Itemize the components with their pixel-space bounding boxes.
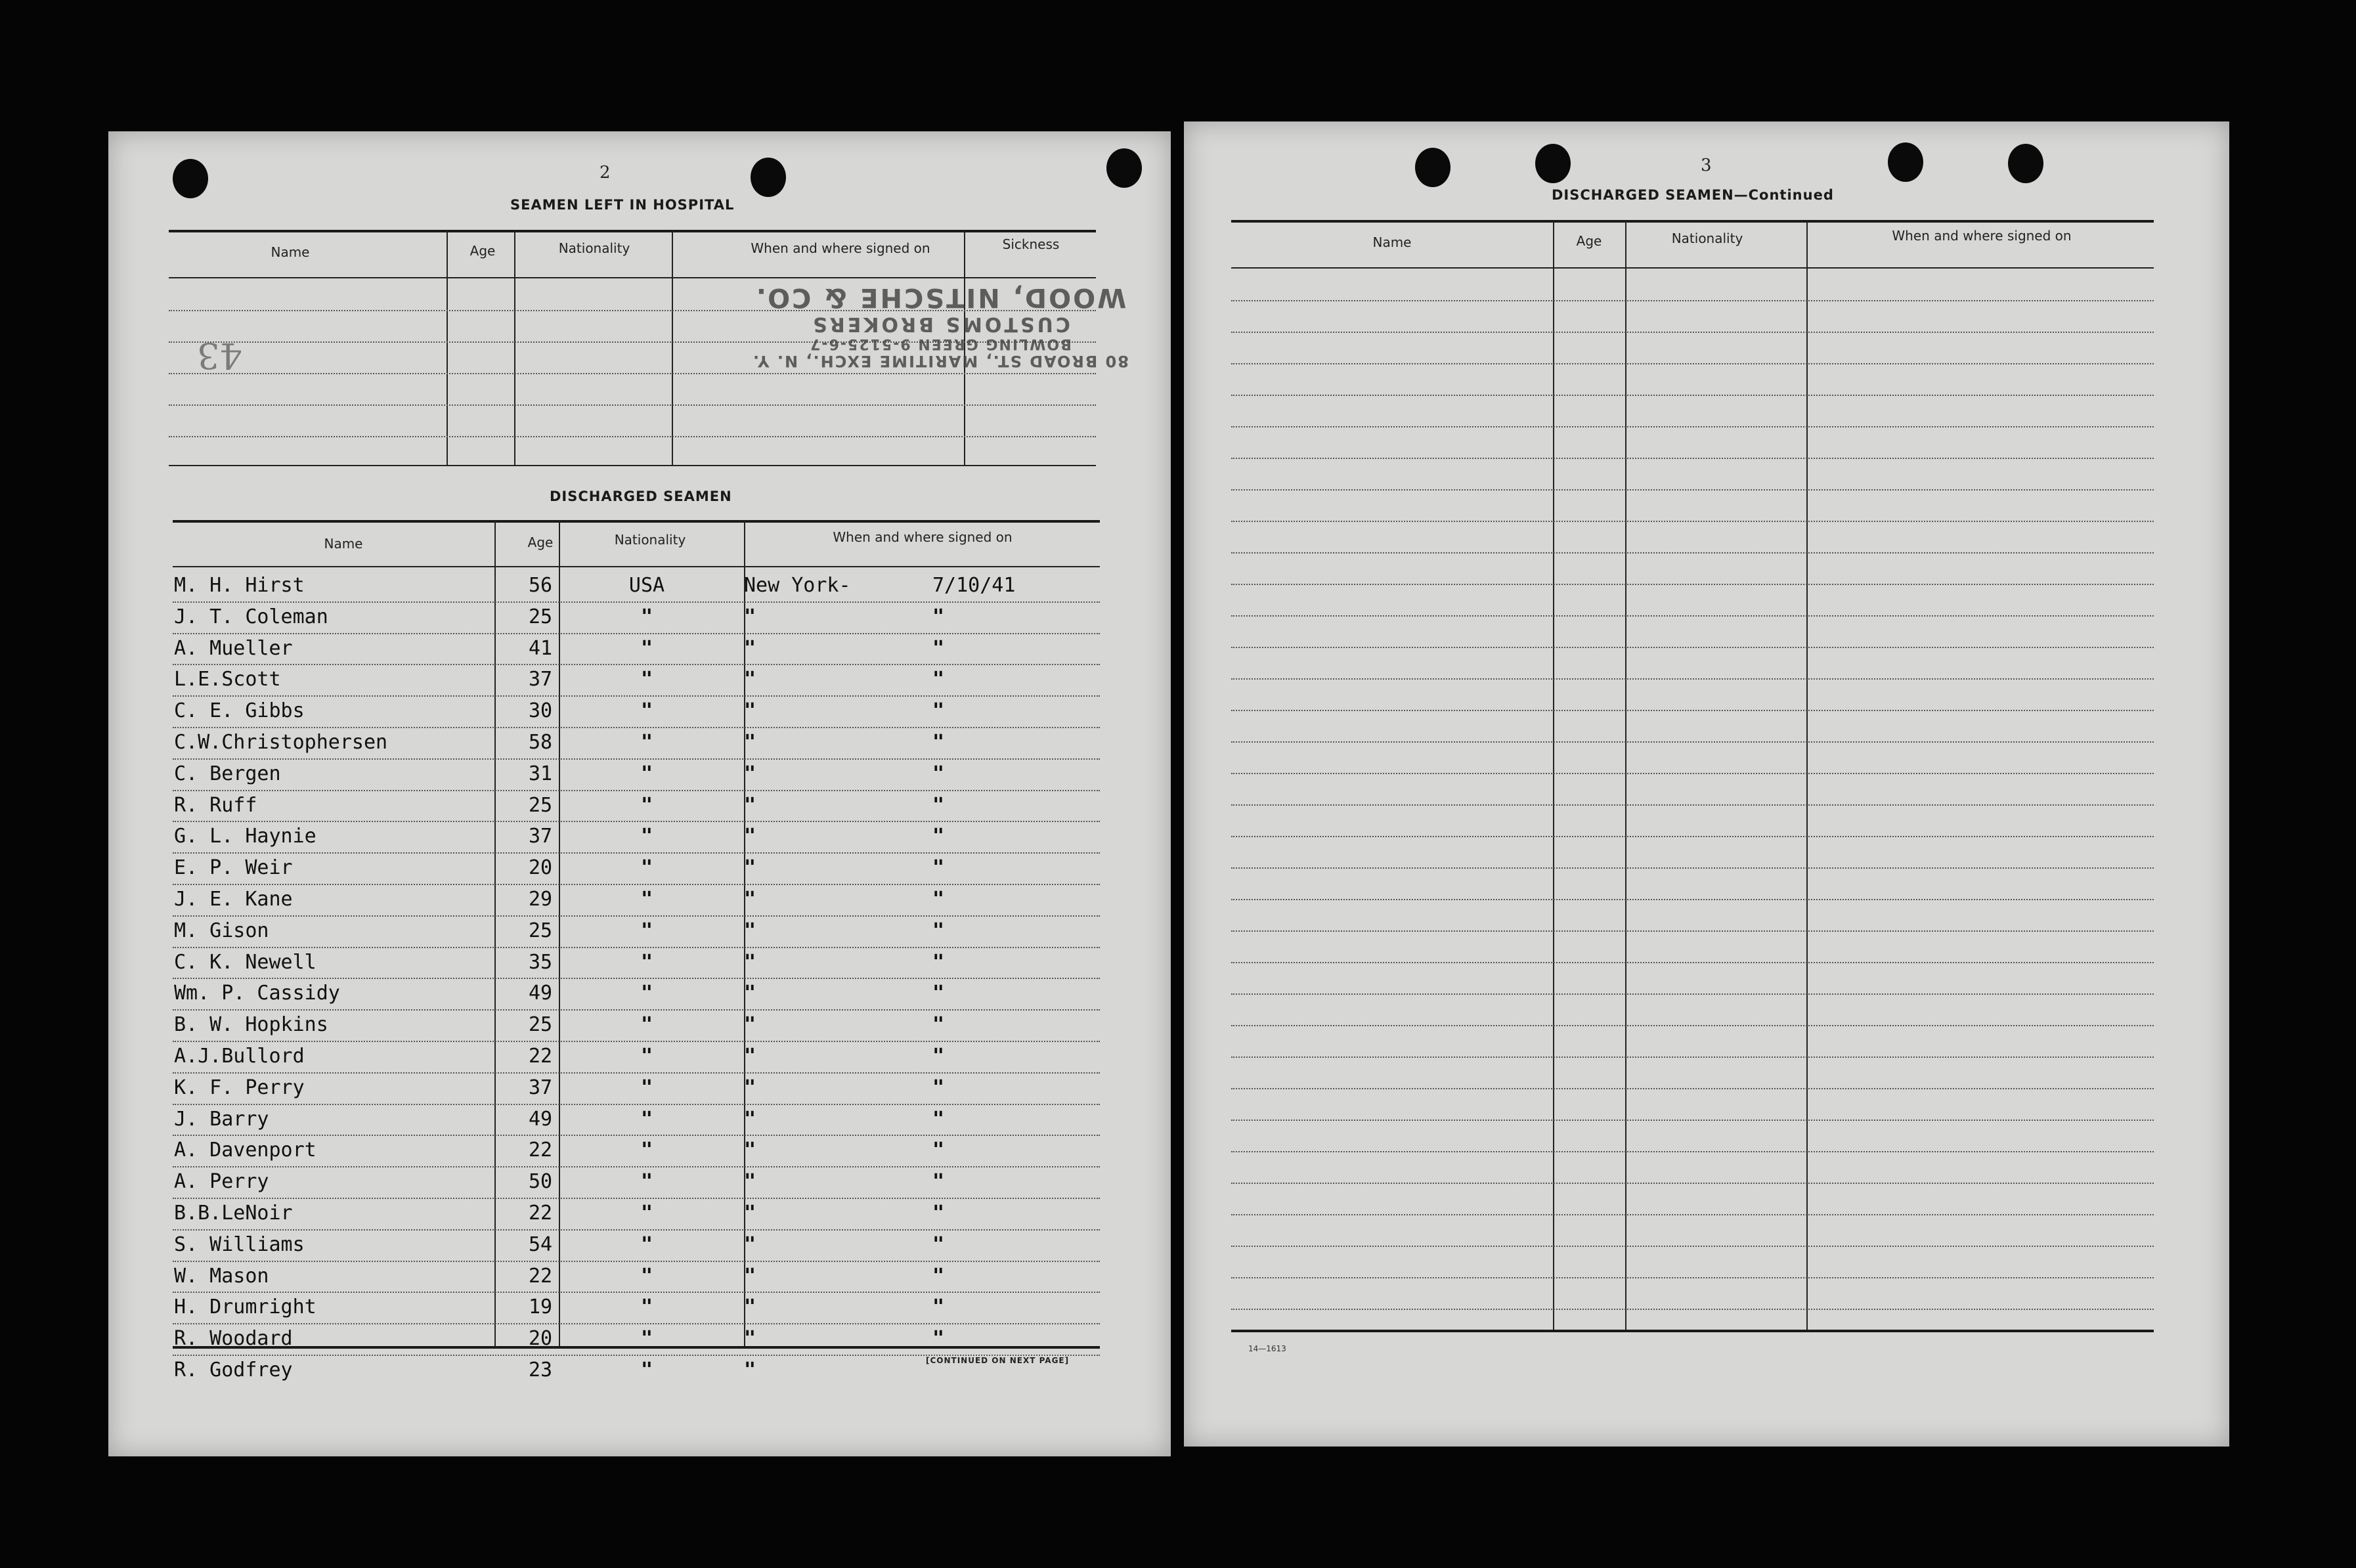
page-number: 3 bbox=[1701, 156, 1712, 175]
row-line bbox=[173, 1104, 1100, 1105]
cell-where: New York- bbox=[744, 574, 851, 597]
ruled-line bbox=[1231, 489, 2154, 490]
cell-name: C. K. Newell bbox=[174, 950, 316, 974]
row-line bbox=[173, 1261, 1100, 1262]
table-row bbox=[108, 636, 1171, 667]
cell-when: " bbox=[932, 605, 945, 628]
row-line bbox=[173, 1198, 1100, 1199]
cell-age: 37 bbox=[528, 825, 553, 848]
cell-name: H. Drumright bbox=[174, 1296, 316, 1319]
table-row bbox=[108, 1263, 1171, 1295]
cell-where: " bbox=[744, 1139, 756, 1162]
punch-hole-7 bbox=[2008, 144, 2043, 183]
punch-hole-2 bbox=[751, 158, 786, 197]
ruled-line bbox=[1231, 867, 2154, 869]
cell-age: 22 bbox=[528, 1264, 553, 1288]
cell-where: " bbox=[744, 1202, 756, 1225]
continued-note: [CONTINUED ON NEXT PAGE] bbox=[926, 1356, 1070, 1365]
cell-name: Wm. P. Cassidy bbox=[174, 982, 340, 1005]
cell-name: A. Perry bbox=[174, 1170, 269, 1194]
table-row bbox=[108, 761, 1171, 793]
table-row bbox=[108, 1137, 1171, 1169]
row-line bbox=[173, 727, 1100, 728]
cell-nationality: " bbox=[640, 982, 653, 1005]
hospital-row-line bbox=[169, 373, 1096, 374]
cell-when: " bbox=[932, 1232, 945, 1256]
cell-when: " bbox=[932, 856, 945, 880]
right-header-rule bbox=[1231, 267, 2154, 269]
cell-when: " bbox=[932, 762, 945, 785]
row-line bbox=[173, 852, 1100, 854]
cell-when: " bbox=[932, 1076, 945, 1099]
cell-where: " bbox=[744, 1076, 756, 1099]
cell-when: " bbox=[932, 636, 945, 660]
cell-when: " bbox=[932, 793, 945, 817]
cell-where: " bbox=[744, 888, 756, 911]
hospital-section-title: SEAMEN LEFT IN HOSPITAL bbox=[510, 197, 735, 213]
table-row bbox=[108, 1043, 1171, 1075]
ruled-line bbox=[1231, 741, 2154, 743]
cell-age: 56 bbox=[528, 574, 553, 597]
cell-when: " bbox=[932, 1107, 945, 1131]
cell-nationality: " bbox=[640, 1170, 653, 1194]
cell-when: " bbox=[932, 919, 945, 942]
cell-age: 50 bbox=[528, 1170, 553, 1194]
hospital-header-sickness: Sickness bbox=[1002, 236, 1060, 252]
ruled-line bbox=[1231, 363, 2154, 364]
punch-hole-3 bbox=[1106, 148, 1142, 188]
cell-nationality: " bbox=[640, 762, 653, 785]
row-line bbox=[173, 978, 1100, 979]
ruled-line bbox=[1231, 647, 2154, 648]
row-line bbox=[173, 633, 1100, 634]
cell-when: " bbox=[932, 699, 945, 723]
table-row bbox=[108, 1200, 1171, 1232]
ruled-line bbox=[1231, 993, 2154, 995]
cell-where: " bbox=[744, 1296, 756, 1319]
table-row bbox=[108, 1012, 1171, 1043]
ruled-line bbox=[1231, 332, 2154, 333]
cell-nationality: " bbox=[640, 919, 653, 942]
cell-where: " bbox=[744, 1327, 756, 1351]
cell-name: A. Mueller bbox=[174, 636, 293, 660]
row-line bbox=[173, 1166, 1100, 1167]
cell-when: " bbox=[932, 1170, 945, 1194]
form-number: 14—1613 bbox=[1248, 1344, 1286, 1353]
cell-name: A. Davenport bbox=[174, 1139, 316, 1162]
cell-nationality: " bbox=[640, 888, 653, 911]
handwritten-mark: 43 bbox=[197, 335, 242, 376]
cell-age: 23 bbox=[528, 1359, 553, 1382]
discharged-section-title: DISCHARGED SEAMEN bbox=[550, 489, 732, 504]
table-row bbox=[108, 1232, 1171, 1263]
right-col-divider-1 bbox=[1553, 221, 1554, 1331]
table-row bbox=[108, 573, 1171, 604]
cell-age: 22 bbox=[528, 1045, 553, 1068]
ruled-line bbox=[1231, 1088, 2154, 1089]
cell-name: R. Godfrey bbox=[174, 1359, 293, 1382]
right-col-divider-3 bbox=[1806, 221, 1808, 1331]
table-row bbox=[108, 1106, 1171, 1138]
discharged-header-signed-on: When and where signed on bbox=[833, 529, 1013, 545]
table-row bbox=[108, 793, 1171, 824]
cell-name: J. T. Coleman bbox=[174, 605, 328, 628]
cell-nationality: " bbox=[640, 1107, 653, 1131]
cell-where: " bbox=[744, 636, 756, 660]
cell-name: C.W.Christophersen bbox=[174, 731, 388, 754]
right-col-divider-2 bbox=[1625, 221, 1626, 1331]
cell-age: 49 bbox=[528, 1107, 553, 1131]
cell-nationality: " bbox=[640, 1013, 653, 1037]
cell-age: 25 bbox=[528, 1013, 553, 1037]
cell-nationality: " bbox=[640, 1045, 653, 1068]
hospital-row-line bbox=[169, 436, 1096, 437]
cell-nationality: " bbox=[640, 699, 653, 723]
cell-when: " bbox=[932, 1202, 945, 1225]
cell-name: G. L. Haynie bbox=[174, 825, 316, 848]
right-header-name: Name bbox=[1372, 234, 1412, 250]
cell-when: " bbox=[932, 731, 945, 754]
ruled-line bbox=[1231, 804, 2154, 806]
cell-nationality: USA bbox=[628, 574, 665, 597]
cell-name: J. E. Kane bbox=[174, 888, 293, 911]
cell-where: " bbox=[744, 1170, 756, 1194]
hospital-row-line bbox=[169, 404, 1096, 406]
cell-where: " bbox=[744, 856, 756, 880]
table-row bbox=[108, 1075, 1171, 1106]
table-row bbox=[108, 918, 1171, 949]
cell-age: 37 bbox=[528, 1076, 553, 1099]
row-line bbox=[173, 1135, 1100, 1136]
cell-where: " bbox=[744, 793, 756, 817]
discharged-header-nationality: Nationality bbox=[614, 532, 686, 548]
table-row bbox=[108, 855, 1171, 886]
ruled-line bbox=[1231, 962, 2154, 963]
cell-name: L.E.Scott bbox=[174, 668, 281, 691]
hospital-bottom-rule bbox=[169, 465, 1096, 466]
cell-when: " bbox=[932, 825, 945, 848]
ruled-line bbox=[1231, 836, 2154, 837]
cell-nationality: " bbox=[640, 825, 653, 848]
cell-age: 19 bbox=[528, 1296, 553, 1319]
hospital-col-divider-1 bbox=[447, 231, 448, 465]
discharged-header-name: Name bbox=[324, 536, 363, 552]
cell-nationality: " bbox=[640, 1327, 653, 1351]
punch-hole-1 bbox=[173, 159, 208, 198]
cell-nationality: " bbox=[640, 1076, 653, 1099]
punch-hole-5 bbox=[1535, 144, 1571, 183]
cell-nationality: " bbox=[640, 1139, 653, 1162]
cell-nationality: " bbox=[640, 731, 653, 754]
cell-when: " bbox=[932, 950, 945, 974]
hospital-header-age: Age bbox=[469, 243, 496, 259]
row-line bbox=[173, 790, 1100, 791]
cell-age: 22 bbox=[528, 1139, 553, 1162]
punch-hole-6 bbox=[1888, 142, 1923, 182]
cell-when: " bbox=[932, 1296, 945, 1319]
cell-where: " bbox=[744, 1045, 756, 1068]
cell-nationality: " bbox=[640, 1296, 653, 1319]
right-header-nationality: Nationality bbox=[1671, 230, 1743, 246]
ruled-line bbox=[1231, 1214, 2154, 1215]
hospital-top-rule bbox=[169, 230, 1096, 232]
cell-where: " bbox=[744, 1107, 756, 1131]
cell-when: " bbox=[932, 1013, 945, 1037]
table-row bbox=[108, 1169, 1171, 1200]
cell-nationality: " bbox=[640, 856, 653, 880]
table-row bbox=[108, 886, 1171, 918]
row-line bbox=[173, 695, 1100, 697]
table-row bbox=[108, 730, 1171, 761]
left-page bbox=[108, 131, 1171, 1456]
ruled-line bbox=[1231, 899, 2154, 900]
ruled-line bbox=[1231, 584, 2154, 585]
cell-when: " bbox=[932, 982, 945, 1005]
cell-when: 7/10/41 bbox=[932, 574, 1016, 597]
cell-when: " bbox=[932, 1264, 945, 1288]
row-line bbox=[173, 1072, 1100, 1074]
cell-where: " bbox=[744, 605, 756, 628]
cell-age: 35 bbox=[528, 950, 553, 974]
cell-where: " bbox=[744, 950, 756, 974]
ruled-line bbox=[1231, 930, 2154, 932]
cell-nationality: " bbox=[640, 1202, 653, 1225]
cell-where: " bbox=[744, 982, 756, 1005]
row-line bbox=[173, 664, 1100, 665]
table-row bbox=[108, 980, 1171, 1012]
row-line bbox=[173, 915, 1100, 917]
stamp-line-3: BOWLING GREEN 9-5125-6-7 bbox=[809, 336, 1072, 352]
cell-where: " bbox=[744, 668, 756, 691]
cell-age: 20 bbox=[528, 856, 553, 880]
cell-age: 41 bbox=[528, 636, 553, 660]
cell-name: M. Gison bbox=[174, 919, 269, 942]
cell-age: 22 bbox=[528, 1202, 553, 1225]
ruled-line bbox=[1231, 1056, 2154, 1058]
cell-where: " bbox=[744, 1264, 756, 1288]
ruled-line bbox=[1231, 1277, 2154, 1278]
cell-age: 30 bbox=[528, 699, 553, 723]
cell-nationality: " bbox=[640, 1232, 653, 1256]
cell-name: A.J.Bullord bbox=[174, 1045, 305, 1068]
ruled-line bbox=[1231, 615, 2154, 617]
stamp-line-1: WOOD, NITSCHE & CO. bbox=[754, 282, 1127, 313]
row-line bbox=[173, 1229, 1100, 1230]
cell-when: " bbox=[932, 888, 945, 911]
hospital-col-divider-3 bbox=[672, 231, 673, 465]
ruled-line bbox=[1231, 773, 2154, 774]
cell-age: 58 bbox=[528, 731, 553, 754]
cell-name: E. P. Weir bbox=[174, 856, 293, 880]
row-line bbox=[173, 884, 1100, 885]
ruled-line bbox=[1231, 1120, 2154, 1121]
customs-broker-stamp bbox=[752, 282, 1129, 370]
hospital-col-divider-2 bbox=[514, 231, 515, 465]
table-row bbox=[108, 949, 1171, 981]
cell-name: R. Woodard bbox=[174, 1327, 293, 1351]
table-row bbox=[108, 1294, 1171, 1326]
ruled-line bbox=[1231, 710, 2154, 711]
cell-when: " bbox=[932, 668, 945, 691]
punch-hole-4 bbox=[1415, 148, 1451, 187]
cell-name: K. F. Perry bbox=[174, 1076, 305, 1099]
cell-name: B.B.LeNoir bbox=[174, 1202, 293, 1225]
ruled-line bbox=[1231, 1183, 2154, 1184]
row-line bbox=[173, 601, 1100, 603]
table-row bbox=[108, 1326, 1171, 1357]
cell-where: " bbox=[744, 919, 756, 942]
ruled-line bbox=[1231, 300, 2154, 301]
cell-name: C. Bergen bbox=[174, 762, 281, 785]
cell-age: 54 bbox=[528, 1232, 553, 1256]
ruled-line bbox=[1231, 678, 2154, 680]
cell-where: " bbox=[744, 1013, 756, 1037]
ruled-line bbox=[1231, 395, 2154, 396]
cell-nationality: " bbox=[640, 793, 653, 817]
hospital-header-nationality: Nationality bbox=[558, 240, 630, 256]
right-page bbox=[1184, 121, 2229, 1447]
table-row bbox=[108, 698, 1171, 730]
page-number: 2 bbox=[600, 163, 611, 183]
cell-nationality: " bbox=[640, 605, 653, 628]
cell-age: 25 bbox=[528, 919, 553, 942]
cell-name: M. H. Hirst bbox=[174, 574, 305, 597]
table-row bbox=[108, 604, 1171, 636]
ruled-line bbox=[1231, 1025, 2154, 1026]
cell-where: " bbox=[744, 1359, 756, 1382]
cell-age: 25 bbox=[528, 793, 553, 817]
ruled-line bbox=[1231, 552, 2154, 554]
cell-when: " bbox=[932, 1327, 945, 1351]
table-row bbox=[108, 823, 1171, 855]
row-line bbox=[173, 1009, 1100, 1011]
cell-name: J. Barry bbox=[174, 1107, 269, 1131]
right-bottom-rule bbox=[1231, 1330, 2154, 1332]
stamp-line-2: CUSTOMS BROKERS bbox=[810, 313, 1070, 336]
row-line bbox=[173, 758, 1100, 760]
hospital-header-signed-on: When and where signed on bbox=[751, 240, 930, 256]
ruled-line bbox=[1231, 458, 2154, 459]
row-line bbox=[173, 1323, 1100, 1324]
cell-where: " bbox=[744, 699, 756, 723]
discharged-header-rule bbox=[173, 566, 1100, 567]
cell-age: 31 bbox=[528, 762, 553, 785]
right-header-signed-on: When and where signed on bbox=[1892, 228, 2072, 244]
row-line bbox=[173, 821, 1100, 822]
cell-nationality: " bbox=[640, 1264, 653, 1288]
row-line bbox=[173, 1041, 1100, 1042]
discharged-top-rule bbox=[173, 520, 1100, 523]
cell-when: " bbox=[932, 1139, 945, 1162]
cell-name: C. E. Gibbs bbox=[174, 699, 305, 723]
table-row bbox=[108, 666, 1171, 698]
ruled-line bbox=[1231, 521, 2154, 522]
hospital-header-rule bbox=[169, 277, 1096, 278]
cell-nationality: " bbox=[640, 636, 653, 660]
stamp-line-4: 80 BROAD ST., MARITIME EXCH., N. Y. bbox=[752, 352, 1129, 370]
right-header-age: Age bbox=[1576, 233, 1602, 249]
cell-where: " bbox=[744, 762, 756, 785]
ruled-line bbox=[1231, 426, 2154, 427]
cell-nationality: " bbox=[640, 668, 653, 691]
cell-where: " bbox=[744, 731, 756, 754]
right-top-rule bbox=[1231, 220, 2154, 223]
discharged-header-age: Age bbox=[527, 534, 554, 550]
cell-age: 20 bbox=[528, 1327, 553, 1351]
cell-nationality: " bbox=[640, 950, 653, 974]
right-section-title: DISCHARGED SEAMEN—Continued bbox=[1552, 187, 1834, 203]
row-line bbox=[173, 1292, 1100, 1293]
cell-age: 37 bbox=[528, 668, 553, 691]
cell-nationality: " bbox=[640, 1359, 653, 1382]
cell-age: 25 bbox=[528, 605, 553, 628]
cell-name: S. Williams bbox=[174, 1232, 305, 1256]
ruled-line bbox=[1231, 1151, 2154, 1152]
cell-where: " bbox=[744, 1232, 756, 1256]
cell-name: B. W. Hopkins bbox=[174, 1013, 328, 1037]
cell-age: 29 bbox=[528, 888, 553, 911]
ruled-line bbox=[1231, 1309, 2154, 1310]
cell-where: " bbox=[744, 825, 756, 848]
cell-when: " bbox=[932, 1045, 945, 1068]
ruled-line bbox=[1231, 1246, 2154, 1247]
cell-age: 49 bbox=[528, 982, 553, 1005]
cell-name: W. Mason bbox=[174, 1264, 269, 1288]
hospital-header-name: Name bbox=[271, 244, 310, 260]
cell-name: R. Ruff bbox=[174, 793, 257, 817]
row-line bbox=[173, 947, 1100, 948]
